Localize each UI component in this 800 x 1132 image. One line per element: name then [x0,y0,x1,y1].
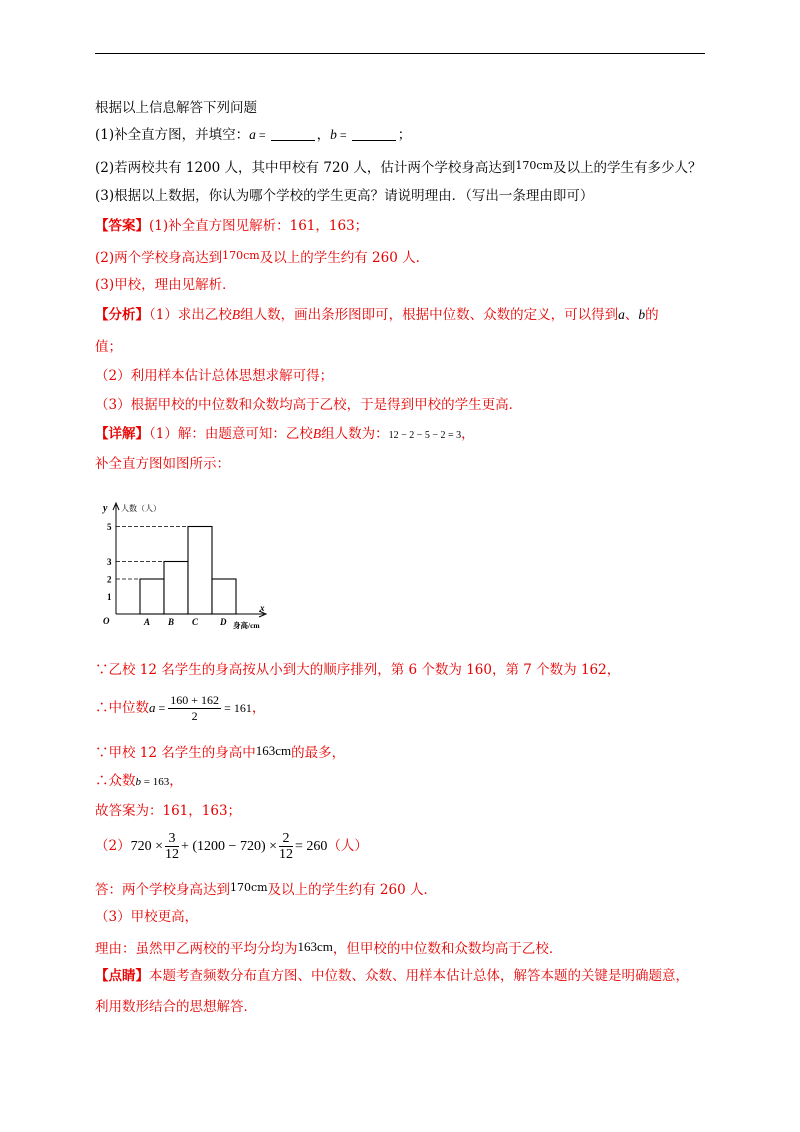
solution-line-1: ∵乙校 12 名学生的身高按从小到大的顺序排列，第 6 个数为 160，第 7 个数为 162， [95,662,621,678]
category-label: C [192,617,199,627]
solution-line-7: 答：两个学校身高达到$^{170cm}$及以上的学生约有 260 人． [95,881,437,898]
fraction-2-12: $\frac{2}{12}$ [279,831,294,862]
analysis-line-1: 【分析】（1）求出乙校B组人数，画出条形图即可，根据中位数、众数的定义，可以得到a、b的 [95,307,659,323]
question-2: (2)若两校共有 1200 人，其中甲校有 720 人，估计两个学校身高达到$^{170cm}$及以上的学生有多少人？ [95,159,702,176]
detail-line-1: 【详解】（1）解：由题意可知：乙校B组人数为：12 − 2 − 5 − 2 = 3， [95,426,475,442]
question-1: (1)补全直方图，并填空：a = ，b = ； [95,127,412,143]
solution-line-8: （3）甲校更高， [95,909,199,925]
y-axis-symbol: y [103,503,108,514]
answer-line-2: (2)两个学校身高达到$^{170cm}$及以上的学生约有 260 人． [95,249,430,266]
comment-line-2: 利用数形结合的思想解答． [95,999,257,1015]
origin-label: O [103,616,110,626]
comment-line-1: 【点睛】本题考查频数分布直方图、中位数、众数、用样本估计总体，解答本题的关键是明确题意， [95,968,689,984]
solution-line-2: ∴中位数a = $\frac{160 + 162}{2}$ = 161， [95,693,266,723]
answer-line-3: (3)甲校，理由见解析． [95,277,236,293]
category-label: B [168,617,175,627]
answer-blank-b [352,128,396,141]
y-tick-label: 5 [107,522,112,532]
header-rule [95,53,705,54]
histogram-bar [212,579,236,614]
y-tick-label: 2 [107,574,112,585]
fraction-3-12: $\frac{3}{12}$ [165,831,179,862]
solution-line-9: 理由：虽然甲乙两校的平均分均为163cm，但甲校的中位数和众数均高于乙校． [95,939,563,957]
question-3: (3)根据以上数据，你认为哪个学校的学生更高？请说明理由．（写出一条理由即可） [95,188,594,204]
histogram-bar [140,579,164,614]
y-axis-label: 人数（人） [121,504,161,513]
solution-line-4: ∴众数b = 163， [95,773,183,789]
question-intro: 根据以上信息解答下列问题 [95,100,257,116]
analysis-line-4: （3）根据甲校的中位数和众数均高于乙校，于是得到甲校的学生更高． [95,397,523,413]
solution-line-6: （2）720 × $\frac{3}{12}$ + (1200 − 720) × $\frac{2}{12}$ = 260（人） [95,831,368,862]
solution-line-5: 故答案为：161，163； [95,803,242,819]
histogram-bar [164,562,188,615]
detail-line-2: 补全直方图如图所示： [95,456,230,472]
solution-line-3: ∵甲校 12 名学生的身高中163cm的最多， [95,743,346,761]
y-tick-label: 3 [107,557,112,567]
category-label: A [144,617,151,627]
histogram-chart [98,497,278,637]
analysis-line-3: （2）利用样本估计总体思想求解可得； [95,368,334,384]
category-label: D [220,617,227,627]
analysis-line-2: 值； [95,339,122,355]
answer-blank-a [271,128,315,141]
median-fraction: $\frac{160 + 162}{2}$ [170,693,220,723]
x-axis-symbol: x [260,603,265,613]
answer-line-1: 【答案】(1)补全直方图见解析：161，163； [95,218,369,234]
histogram-bar [188,527,212,615]
y-tick-label: 1 [107,592,112,602]
x-axis-label: 身高/cm [233,621,260,630]
